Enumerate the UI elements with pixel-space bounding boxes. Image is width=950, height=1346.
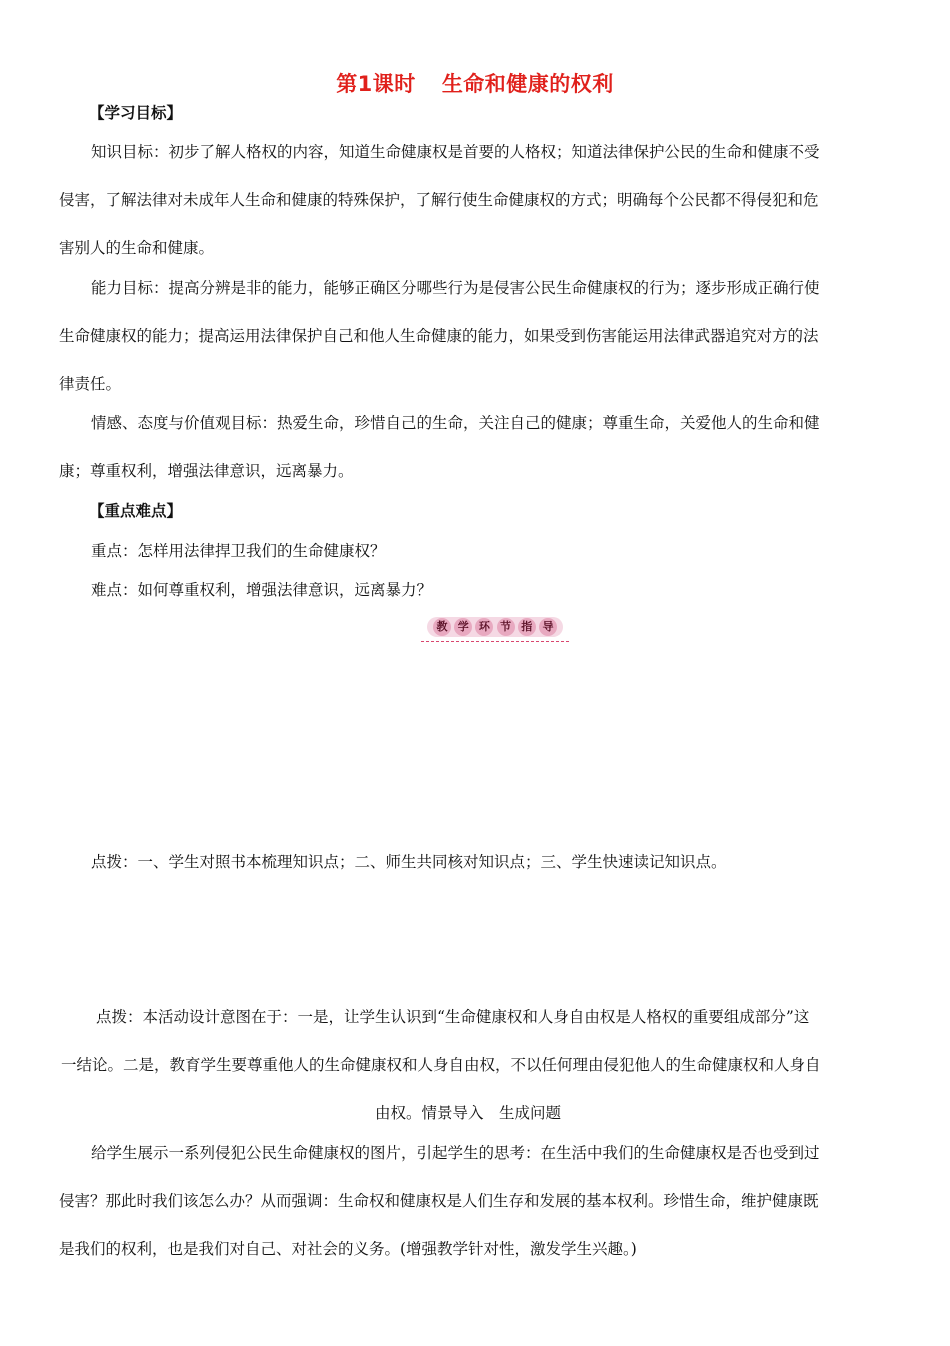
banner-underline [421, 641, 569, 642]
lesson-title [0, 68, 950, 98]
intro-line: 是我们的权利，也是我们对自己、对社会的义务。(增强教学针对性，激发学生兴趣。) [59, 1240, 637, 1258]
intro-line: 侵害？那此时我们该怎么办？从而强调：生命权和健康权是人们生存和发展的基本权利。珍惜生命，维护健康既 [59, 1192, 819, 1210]
knowledge-goal-line: 侵害，了解法律对未成年人生命和健康的特殊保护，了解行使生命健康权的方式；明确每个公民都不得侵犯和危 [59, 191, 819, 209]
hint-two-line: 一结论。二是，教育学生要尊重他人的生命健康权和人身自由权，不以任何理由侵犯他人的生命健康权和人身自 [61, 1056, 821, 1074]
ability-goal-line: 律责任。 [59, 375, 122, 393]
lesson-topic: 生命和健康的权利 [441, 72, 614, 96]
emotion-goal-line: 康；尊重权利，增强法律意识，远离暴力。 [59, 462, 354, 480]
banner-char: 学 [454, 618, 472, 636]
lesson-number: 第1课时 [336, 72, 416, 96]
knowledge-goal-line: 害别人的生命和健康。 [59, 239, 215, 257]
knowledge-goal-line: 知识目标：初步了解人格权的内容，知道生命健康权是首要的人格权；知道法律保护公民的生命和健康不受 [91, 143, 820, 161]
banner-char: 指 [518, 618, 536, 636]
teaching-guide-banner [427, 617, 563, 639]
banner-char: 环 [475, 618, 493, 636]
difficulty-point: 难点：如何尊重权利，增强法律意识，远离暴力？ [91, 581, 433, 599]
intro-line: 给学生展示一系列侵犯公民生命健康权的图片，引起学生的思考：在生活中我们的生命健康权是否也受到过 [91, 1144, 820, 1162]
ability-goal-line: 能力目标：提高分辨是非的能力，能够正确区分哪些行为是侵害公民生命健康权的行为；逐步形成正确行使 [91, 279, 820, 297]
hint-two-line: 点拨：本活动设计意图在于：一是，让学生认识到“生命健康权和人身自由权是人格权的重要组成部分”这 [96, 1008, 810, 1026]
banner-char: 节 [497, 618, 515, 636]
hint-one: 点拨：一、学生对照书本梳理知识点；二、师生共同核对知识点；三、学生快速读记知识点。 [91, 853, 727, 871]
key-points-heading: 【重点难点】 [89, 501, 183, 520]
ability-goal-line: 生命健康权的能力；提高运用法律保护自己和他人生命健康的能力，如果受到伤害能运用法律武器追究对方的法 [59, 327, 819, 345]
objectives-heading: 【学习目标】 [89, 103, 183, 122]
banner-char: 教 [433, 618, 451, 636]
hint-two-line: 由权。情景导入 生成问题 [375, 1104, 562, 1122]
focus-point: 重点：怎样用法律捍卫我们的生命健康权？ [91, 542, 386, 560]
banner-char: 导 [539, 618, 557, 636]
emotion-goal-line: 情感、态度与价值观目标：热爱生命，珍惜自己的生命，关注自己的健康；尊重生命，关爱他人的生命和健 [91, 414, 820, 432]
